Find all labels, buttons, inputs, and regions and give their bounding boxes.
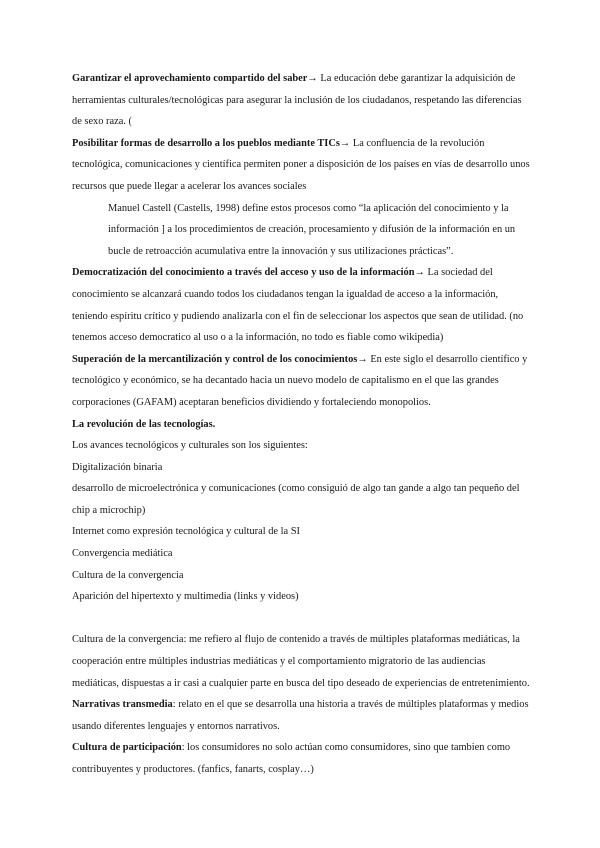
section-desarrollo-tics bbox=[72, 133, 530, 198]
paragraph-mercantilizacion: En este siglo el desarrollo científico y tecnológico y económico, se ha decantado hacia un nuevo modelo de capitalismo en el que las grandes corporaciones (GAFAM) aceptaran beneficios dividiendo y fortaleciendo monopolios. bbox=[72, 353, 528, 408]
heading-revolucion-text: La revolución de las tecnologías. bbox=[72, 418, 216, 430]
paragraph-desarrollo-tics: La confluencia de la revolución tecnológica, comunicaciones y científica permiten poner a disposición de los países en vías de desarrollo unos recursos que puede llegar a acelerar los avances sociales bbox=[72, 137, 530, 192]
heading-desarrollo-tics: Posibilitar formas de desarrollo a los pueblos mediante TICs bbox=[72, 137, 340, 149]
revolucion-intro: Los avances tecnológicos y culturales son los siguientes: bbox=[72, 440, 308, 452]
section-mercantilizacion bbox=[72, 349, 530, 414]
list-item: Convergencia mediática bbox=[72, 548, 173, 560]
paragraph-transmedia: : relato en el que se desarrolla una historia a través de múltiples plataformas y medios usando diferentes lenguajes y entornos narrativos. bbox=[72, 699, 529, 732]
arrow-icon: → bbox=[307, 73, 318, 84]
paragraph-aprovechamiento: La educación debe garantizar la adquisición de herramientas culturales/tecnológicas para asegurar la inclusión de los ciudadanos, respetando las diferencias de sexo raza. ( bbox=[72, 73, 522, 128]
heading-participacion: Cultura de participación bbox=[72, 742, 182, 754]
spacer bbox=[72, 608, 530, 630]
list-item: Internet como expresión tecnológica y cultural de la SI bbox=[72, 526, 300, 538]
section-democratizacion bbox=[72, 262, 530, 348]
heading-transmedia: Narrativas transmedia bbox=[72, 699, 173, 711]
paragraph-participacion: : los consumidores no solo actúan como consumidores, sino que tambien como contribuyentes y productores. (fanfics, fanarts, cosplay…) bbox=[72, 742, 511, 775]
heading-democratizacion: Democratización del conocimiento a través del acceso y uso de la información bbox=[72, 267, 415, 279]
section-participacion bbox=[72, 737, 530, 780]
heading-aprovechamiento: Garantizar el aprovechamiento compartido del saber bbox=[72, 73, 308, 84]
castells-quote: Manuel Castell (Castells, 1998) define estos procesos como “la aplicación del conocimiento y la información ] a los procedimientos de creación, procesamiento y difusión de la información en un bucle de retroacción acumulativa entre la innovación y sus utilizaciones prácticas”. bbox=[108, 202, 516, 257]
section-aprovechamiento bbox=[72, 68, 530, 133]
arrow-icon: → bbox=[357, 353, 368, 365]
list-item: Cultura de la convergencia bbox=[72, 569, 184, 581]
paragraph-convergencia: Cultura de la convergencia: me refiero al flujo de contenido a través de múltiples plataformas mediáticas, la cooperación entre múltiples industrias mediáticas y el comportamiento migratorio de las audiencias mediáticas, dispuestas a ir casi a cualquier parte en busca del tipo deseado de experiencias de entretenimiento. bbox=[72, 634, 530, 689]
heading-revolucion bbox=[72, 414, 530, 436]
list-item: desarrollo de microelectrónica y comunicaciones (como consiguió de algo tan gande a algo tan pequeño del chip a microchip) bbox=[72, 483, 520, 516]
document-body bbox=[72, 68, 530, 781]
arrow-icon: → bbox=[339, 137, 351, 149]
list-item: Digitalización binaria bbox=[72, 461, 163, 473]
paragraph-democratizacion: La sociedad del conocimiento se alcanzará cuando todos los ciudadanos tengan la igualdad de acceso a la información, teniendo espíritu crítico y pudiendo analizarla con el fin de seleccionar los aspectos que sean de utilidad. (no tenemos acceso democratico al uso o a la información, no todo es fiable como wikipedia) bbox=[72, 267, 524, 344]
list-item: Aparición del hipertexto y multimedia (links y videos) bbox=[72, 591, 299, 603]
section-transmedia bbox=[72, 694, 530, 737]
arrow-icon: → bbox=[414, 267, 425, 279]
heading-mercantilizacion: Superación de la mercantilización y control de los conocimientos bbox=[72, 353, 358, 365]
